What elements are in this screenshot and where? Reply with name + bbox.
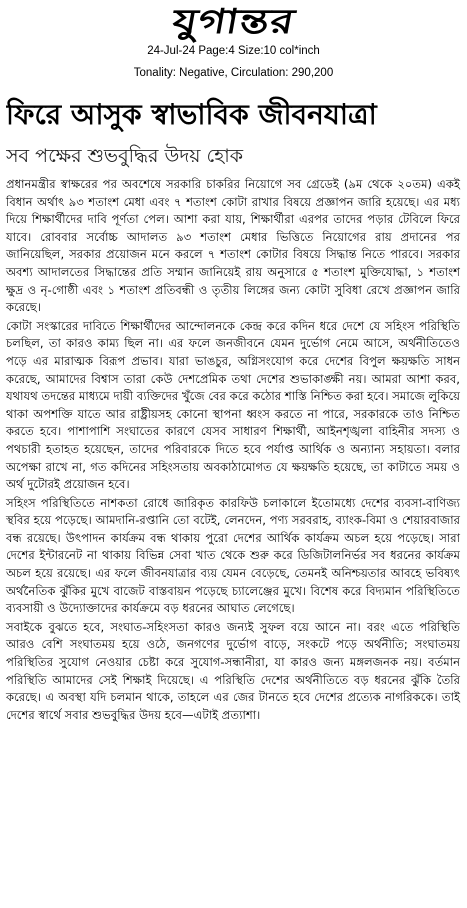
- clipping-info-date-page: 24-Jul-24 Page:4 Size:10 col*inch: [147, 45, 320, 57]
- article-body: [6, 176, 460, 725]
- paragraph: কোটা সংস্কারের দাবিতে শিক্ষার্থীদের আন্দোলনকে কেন্দ্র করে কদিন ধরে দেশে যে সহিংস পরিস্থিতি চলছিল, তা কারও কাম্য ছিল না। এর ফলে জনজীবনে যেমন দুর্ভোগ নেমে আসে, অর্থনীতিতেও পড়ে এর মারাত্মক বিরূপ প্রভাব। যারা ভাঙচুর, অগ্নিসংযোগ করে দেশের বিপুল ক্ষয়ক্ষতি সাধন করেছে, আমাদের বিশ্বাস তারা কেউ দেশপ্রেমিক তথা দেশের শুভাকাঙ্ক্ষী নয়। আমরা আশা করব, যথাযথ তদন্তের মাধ্যমে দায়ী ব্যক্তিদের খুঁজে বের করে কঠোর শাস্তি নিশ্চিত করা হবে। সমাজে লুকিয়ে থাকা অপশক্তি যাতে আর রাষ্ট্রীয়সহ কোনো স্থাপনা ধ্বংস করতে না পারে, সরকারকে তাও নিশ্চিত করতে হবে। পাশাপাশি সংঘাতের কারণে যেসব সাধারণ শিক্ষার্থী, আইনশৃঙ্খলা বাহিনীর সদস্য ও পথচারী হতাহত হয়েছেন, তাদের পরিবারকে দিতে হবে পর্যাপ্ত আর্থিক ও অন্যান্য সহায়তা। বলার অপেক্ষা রাখে না, গত কদিনের সহিংসতায় অবকাঠামোগত যে ক্ষয়ক্ষতি হয়েছে, তা কাটাতে সময় ও অর্থ দুটোরই প্রয়োজন হবে।: [6, 318, 460, 492]
- clipping-info-tonality: Tonality: Negative, Circulation: 290,200: [133, 67, 334, 79]
- newspaper-logo: যুগান্তর: [168, 2, 299, 42]
- paragraph: সহিংস পরিস্থিতিতে নাশকতা রোধে জারিকৃত কারফিউ চলাকালে ইতোমধ্যে দেশের ব্যবসা-বাণিজ্য স্থবির হয়ে পড়েছে। আমদানি-রপ্তানি তো বটেই, লেনদেন, পণ্য সরবরাহ, ব্যাংক-বিমা ও শেয়ারবাজার বন্ধ রয়েছে। উৎপাদন কার্যক্রম বন্ধ থাকায় পুরো দেশের আর্থিক কার্যক্রম অচল হয়ে পড়েছে। সারা দেশের ইন্টারনেট না থাকায় বিভিন্ন সেবা খাত থেকে শুরু করে ডিজিটালনির্ভর সব ধরনের কার্যক্রম অচল হয়ে রয়েছে। এর ফলে জীবনযাত্রার ব্যয় যেমন বেড়েছে, তেমনই অনিশ্চয়তার আবহে ভবিষ্যৎ অর্থনৈতিক ঝুঁকির মুখে বাজেট বাস্তবায়ন পড়েছে চ্যালেঞ্জের মুখে। বিশেষ করে বিদ্যমান পরিস্থিতিতে ব্যবসায়ী ও উদ্যোক্তাদের কার্যক্রমে বড় ধরনের আঘাত লেগেছে।: [6, 495, 460, 616]
- article-headline: ফিরে আসুক স্বাভাবিক জীবনযাত্রা: [6, 98, 377, 131]
- masthead: [0, 2, 467, 42]
- paragraph: প্রধানমন্ত্রীর স্বাক্ষরের পর অবশেষে সরকারি চাকরির নিয়োগে সব গ্রেডেই (৯ম থেকে ২০তম) একই বিধান অর্থাৎ ৯৩ শতাংশ মেধা এবং ৭ শতাংশ কোটা রাখার বিষয়ে প্রজ্ঞাপন জারি হয়েছে। এর মধ্য দিয়ে শিক্ষার্থীদের দাবি পূর্ণতা পেল। আশা করা যায়, শিক্ষার্থীরা এরপর তাদের পড়ার টেবিলে ফিরে যাবে। রোববার সর্বোচ্চ আদালত ৯৩ শতাংশ মেধার ভিত্তিতে নিয়োগের রায় প্রদানের পর জানিয়েছিল, সরকার প্রয়োজন মনে করলে ৭ শতাংশ কোটার বিষয়ে সিদ্ধান্ত নিতে পারবে। সরকার অবশ্য আদালতের সিদ্ধান্তের প্রতি সম্মান জানিয়েই রায় অনুসারে ৫ শতাংশ মুক্তিযোদ্ধা, ১ শতাংশ ক্ষুদ্র ও নৃ-গোষ্ঠী এবং ১ শতাংশ প্রতিবন্ধী ও তৃতীয় লিঙ্গের জন্য কোটা সুবিধা রেখে প্রজ্ঞাপন জারি করেছে।: [6, 177, 460, 315]
- article-subheadline: সব পক্ষের শুভবুদ্ধির উদয় হোক: [6, 145, 244, 167]
- paragraph: সবাইকে বুঝতে হবে, সংঘাত-সহিংসতা কারও জন্যই সুফল বয়ে আনে না। বরং এতে পরিস্থিতি আরও বেশি সংঘাতময় হয়ে ওঠে, জনগণের দুর্ভোগ বাড়ে, সংকটে পড়ে অর্থনীতি; সংঘাতময় পরিস্থিতির সুযোগ নেওয়ার চেষ্টা করে সুযোগ-সন্ধানীরা, যা কারও জন্য মঙ্গলজনক নয়। বর্তমান পরিস্থিতি আমাদের সেই শিক্ষাই দিয়েছে। এ পরিস্থিতি দেশের অর্থনীতিতে বড় ধরনের ঝুঁকি তৈরি করেছে। এ অবস্থা যদি চলমান থাকে, তাহলে এর জের টানতে হবে দেশের প্রত্যেক নাগরিককে। তাই দেশের স্বার্থে সবার শুভবুদ্ধির উদয় হবে—এটাই প্রত্যাশা।: [6, 619, 460, 722]
